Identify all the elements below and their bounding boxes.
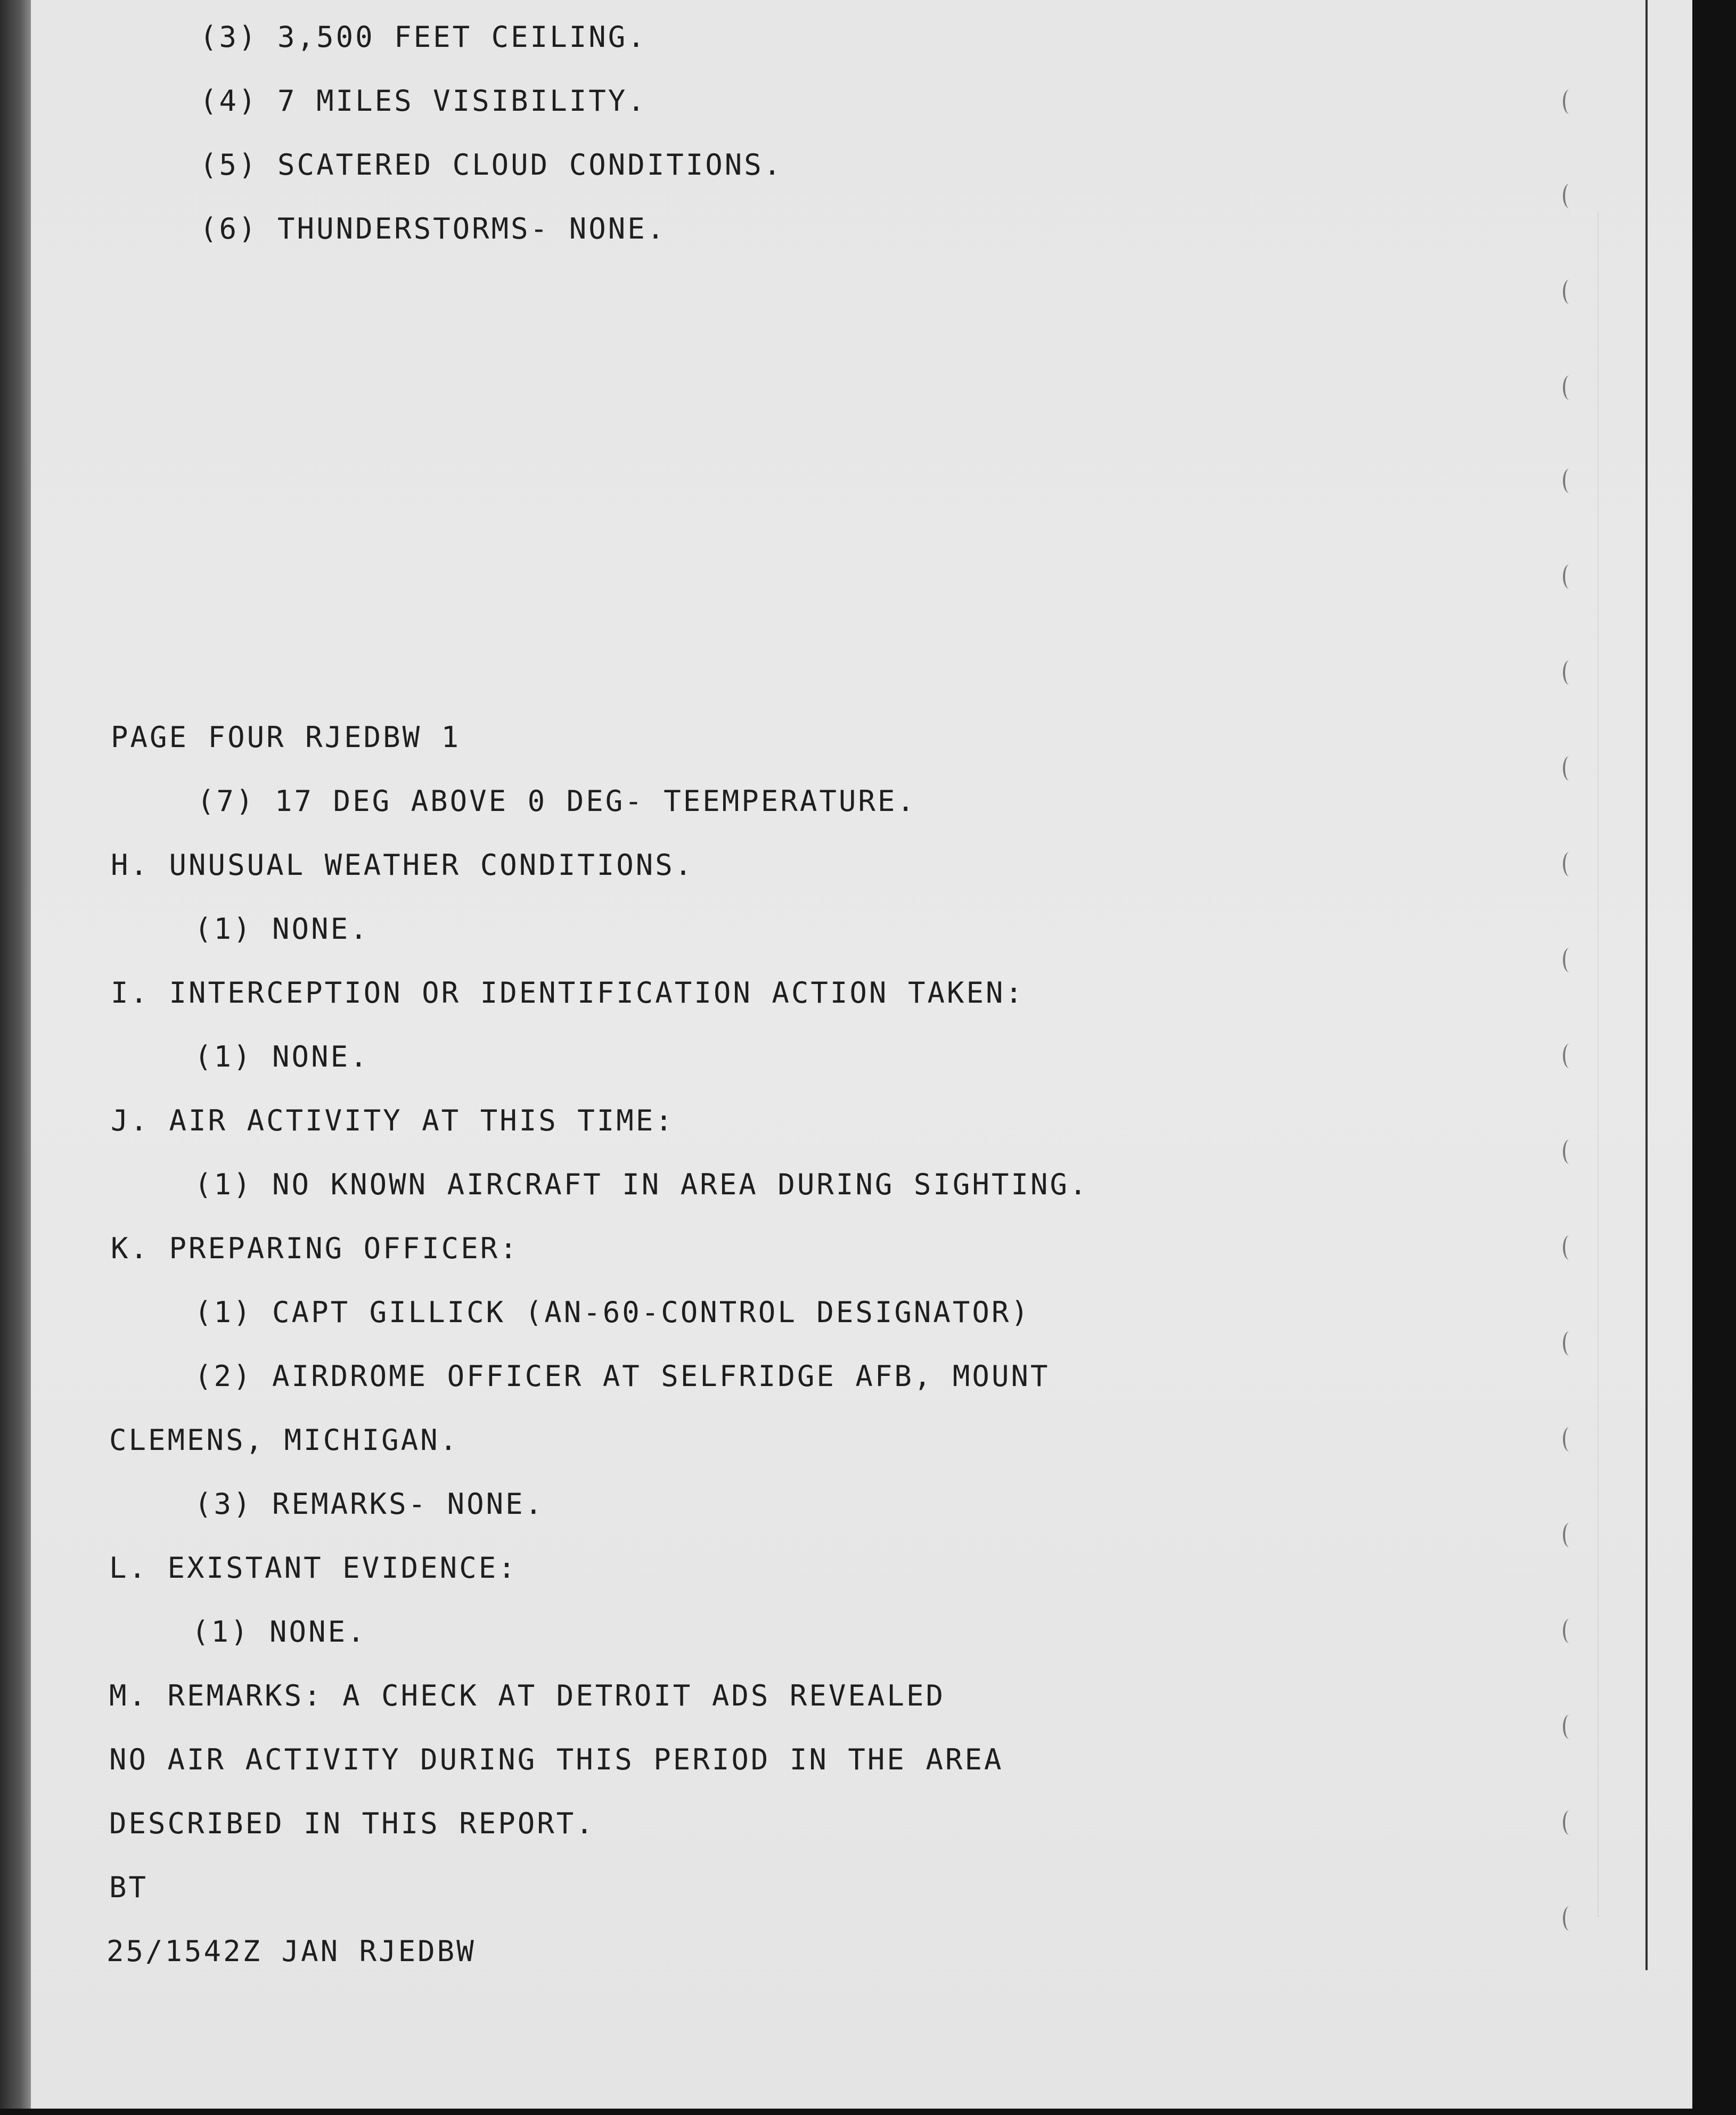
- date-time-group: 25/1542Z JAN RJEDBW: [107, 1934, 476, 1968]
- section-k-item-1: (1) CAPT GILLICK (AN-60-CONTROL DESIGNATOR): [194, 1296, 1030, 1329]
- section-l-item: (1) NONE.: [192, 1615, 367, 1649]
- section-k-continuation: CLEMENS, MICHIGAN.: [109, 1423, 460, 1457]
- section-j-heading: J. AIR ACTIVITY AT THIS TIME:: [111, 1104, 675, 1137]
- weather-item-temperature: (7) 17 DEG ABOVE 0 DEG- TEEMPERATURE.: [197, 784, 916, 818]
- section-j-item: (1) NO KNOWN AIRCRAFT IN AREA DURING SIGHTING.: [194, 1168, 1089, 1201]
- weather-item-clouds: (5) SCATERED CLOUD CONDITIONS.: [200, 148, 783, 182]
- weather-item-visibility: (4) 7 MILES VISIBILITY.: [200, 84, 647, 118]
- weather-item-ceiling: (3) 3,500 FEET CEILING.: [200, 20, 647, 54]
- section-i-item: (1) NONE.: [194, 1040, 370, 1073]
- page-header: PAGE FOUR RJEDBW 1: [111, 720, 461, 754]
- section-k-heading: K. PREPARING OFFICER:: [111, 1232, 519, 1265]
- section-l-heading: L. EXISTANT EVIDENCE:: [109, 1551, 518, 1585]
- weather-item-thunderstorms: (6) THUNDERSTORMS- NONE.: [200, 212, 667, 245]
- section-h-heading: H. UNUSUAL WEATHER CONDITIONS.: [111, 848, 694, 882]
- section-h-item: (1) NONE.: [194, 912, 370, 946]
- section-m-line-2: NO AIR ACTIVITY DURING THIS PERIOD IN THE AREA: [109, 1743, 1004, 1776]
- break-marker: BT: [109, 1871, 149, 1904]
- section-k-remarks: (3) REMARKS- NONE.: [194, 1487, 545, 1521]
- section-m-line-1: M. REMARKS: A CHECK AT DETROIT ADS REVEALED: [109, 1679, 945, 1712]
- section-m-line-3: DESCRIBED IN THIS REPORT.: [109, 1807, 595, 1840]
- section-k-item-2: (2) AIRDROME OFFICER AT SELFRIDGE AFB, MOUNT: [194, 1359, 1050, 1393]
- section-i-heading: I. INTERCEPTION OR IDENTIFICATION ACTION TAKEN:: [111, 976, 1025, 1010]
